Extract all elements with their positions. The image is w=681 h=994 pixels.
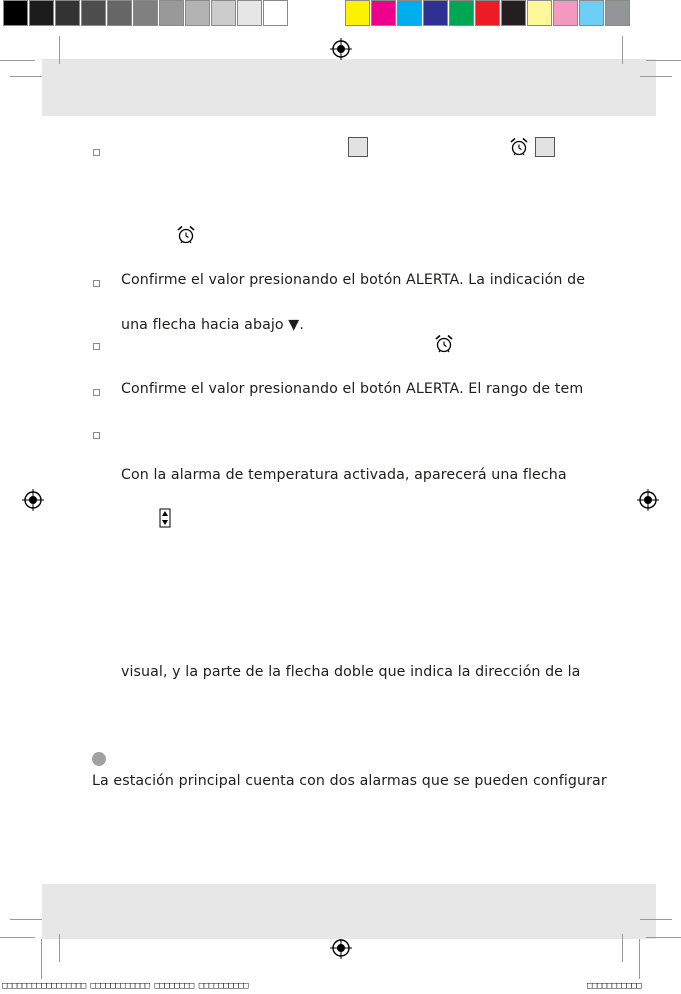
registration-mark-icon <box>637 489 659 511</box>
instruction-alarm-active: Con la alarma de temperatura activada, aparecerá una flecha <box>121 467 567 483</box>
gray-swatch <box>185 0 210 26</box>
crop-mark <box>640 76 672 77</box>
crop-mark <box>622 934 623 962</box>
double-arrow-icon <box>158 508 172 528</box>
header-band <box>42 59 656 116</box>
gray-swatch <box>3 0 28 26</box>
color-swatch <box>397 0 422 26</box>
registration-mark-icon <box>330 38 352 60</box>
section-intro-text: La estación principal cuenta con dos alarmas que se pueden configurar <box>92 773 607 789</box>
color-swatch <box>475 0 500 26</box>
crop-mark <box>10 76 42 77</box>
color-swatch <box>371 0 396 26</box>
registration-mark-icon <box>330 937 352 959</box>
color-swatch <box>449 0 474 26</box>
gray-swatch <box>107 0 132 26</box>
gray-swatch <box>237 0 262 26</box>
color-swatch <box>605 0 630 26</box>
list-bullet <box>93 149 100 156</box>
crop-mark <box>59 934 60 962</box>
color-swatch <box>553 0 578 26</box>
crop-mark <box>10 919 42 920</box>
crop-mark <box>41 939 42 979</box>
key-button-graphic <box>348 137 368 157</box>
alarm-clock-icon <box>175 224 197 246</box>
gray-swatch <box>263 0 288 26</box>
color-swatch <box>579 0 604 26</box>
crop-mark <box>646 60 681 61</box>
crop-mark <box>640 919 672 920</box>
instruction-confirm-alert: Confirme el valor presionando el botón ALERTA. La indicación de <box>121 272 586 288</box>
section-marker <box>92 752 106 766</box>
gray-calibration-strip <box>3 0 289 30</box>
instruction-arrow-down: una flecha hacia abajo ▼. <box>121 317 304 333</box>
footer-band <box>42 884 656 939</box>
gray-swatch <box>81 0 106 26</box>
list-bullet <box>93 280 100 287</box>
crop-mark <box>0 60 35 61</box>
color-calibration-strip <box>345 0 631 30</box>
crop-mark <box>639 939 640 979</box>
instruction-visual-direction: visual, y la parte de la flecha doble que indica la dirección de la <box>121 664 581 680</box>
alarm-clock-icon <box>433 333 455 355</box>
key-button-graphic <box>535 137 555 157</box>
slug-text-left: □□□□□□□□□□□□□□□□□ □□□□□□□□□□□□ □□□□□□□□ □□□□□□□□□□ <box>2 981 248 991</box>
color-swatch <box>527 0 552 26</box>
gray-swatch <box>29 0 54 26</box>
gray-swatch <box>133 0 158 26</box>
color-swatch <box>501 0 526 26</box>
gray-swatch <box>55 0 80 26</box>
crop-mark <box>59 36 60 64</box>
crop-mark <box>0 937 35 938</box>
slug-text-right: □□□□□□□□□□□ <box>587 981 642 991</box>
alarm-clock-icon <box>508 136 530 158</box>
color-swatch <box>345 0 370 26</box>
crop-mark <box>646 937 681 938</box>
list-bullet <box>93 389 100 396</box>
crop-mark <box>622 36 623 64</box>
registration-mark-icon <box>22 489 44 511</box>
gray-swatch <box>211 0 236 26</box>
instruction-confirm-range: Confirme el valor presionando el botón ALERTA. El rango de tem <box>121 381 584 397</box>
color-swatch <box>423 0 448 26</box>
gray-swatch <box>159 0 184 26</box>
list-bullet <box>93 343 100 350</box>
list-bullet <box>93 432 100 439</box>
